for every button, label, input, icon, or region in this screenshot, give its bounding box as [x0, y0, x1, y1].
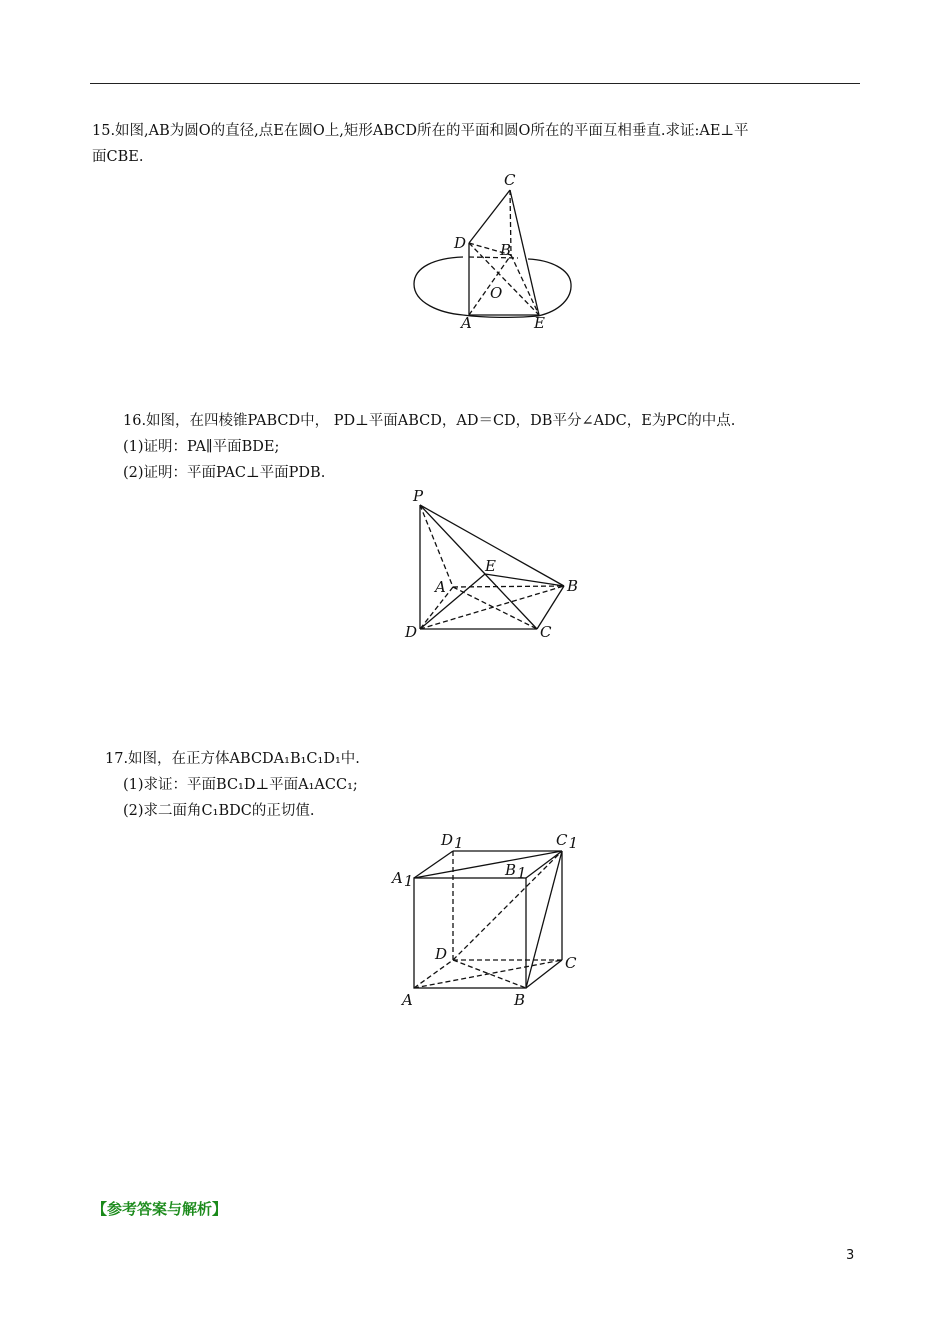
circle-o-right-arc: [528, 259, 571, 316]
front-face: [414, 878, 526, 988]
edge-de: [420, 574, 485, 629]
problem-17-line-1: 17.如图，在正方体ABCDA₁B₁C₁D₁中.: [105, 751, 360, 767]
label-a: A: [435, 578, 446, 596]
label-e: E: [534, 314, 545, 332]
problem-15-line-2: 面CBE.: [92, 149, 144, 165]
problem-17-line-3: (2)求二面角C₁BDC的正切值.: [123, 803, 315, 819]
label-c: C: [504, 171, 516, 189]
circle-o-left-arc: [414, 257, 463, 315]
label-a: A: [461, 314, 472, 332]
page-number: 3: [846, 1248, 855, 1263]
edge-ec: [485, 574, 537, 629]
label-c: C: [540, 623, 552, 641]
problem-16-line-3: (2)证明：平面PAC⊥平面PDB.: [123, 465, 326, 481]
label-d: D: [435, 945, 448, 963]
edge-dc: [469, 190, 510, 243]
label-d1: D1: [441, 831, 464, 852]
edge-ac: [453, 587, 537, 629]
label-a: A: [402, 991, 413, 1009]
label-a1: A1: [392, 869, 414, 890]
edge-ac: [414, 960, 562, 988]
edge-pe: [420, 505, 485, 574]
label-e: E: [485, 557, 496, 575]
edge-ce: [510, 190, 539, 315]
answer-heading: 【参考答案与解析】: [92, 1200, 228, 1218]
problem-16-line-2: (1)证明：PA∥平面BDE;: [123, 439, 280, 455]
label-d: D: [454, 234, 467, 252]
edge-bc1: [526, 851, 562, 988]
figure-16-pyramid: [395, 485, 595, 645]
problem-16-line-1: 16.如图，在四棱锥PABCD中， PD⊥平面ABCD，AD＝CD，DB平分∠ADC，E为PC的中点.: [123, 413, 736, 429]
edge-bc: [526, 960, 562, 988]
label-b: B: [500, 241, 512, 259]
edge-be: [511, 255, 539, 315]
problem-15-line-1: 15.如图,AB为圆O的直径,点E在圆O上,矩形ABCD所在的平面和圆O所在的平面互相垂直.求证:AE⊥平: [92, 123, 749, 139]
label-o: O: [490, 284, 503, 302]
label-d: D: [405, 623, 418, 641]
figure-15-circle-rectangle: [400, 170, 580, 340]
label-p: P: [413, 487, 424, 505]
header-rule: [90, 83, 860, 84]
label-c1: C1: [556, 831, 579, 852]
problem-17-line-2: (1)求证：平面BC₁D⊥平面A₁ACC₁;: [123, 777, 358, 793]
label-c: C: [565, 954, 577, 972]
label-b: B: [567, 577, 579, 595]
edge-pa: [420, 505, 453, 587]
label-b: B: [514, 991, 526, 1009]
label-b1: B1: [505, 861, 527, 882]
figure-17-cube: [385, 825, 595, 1015]
